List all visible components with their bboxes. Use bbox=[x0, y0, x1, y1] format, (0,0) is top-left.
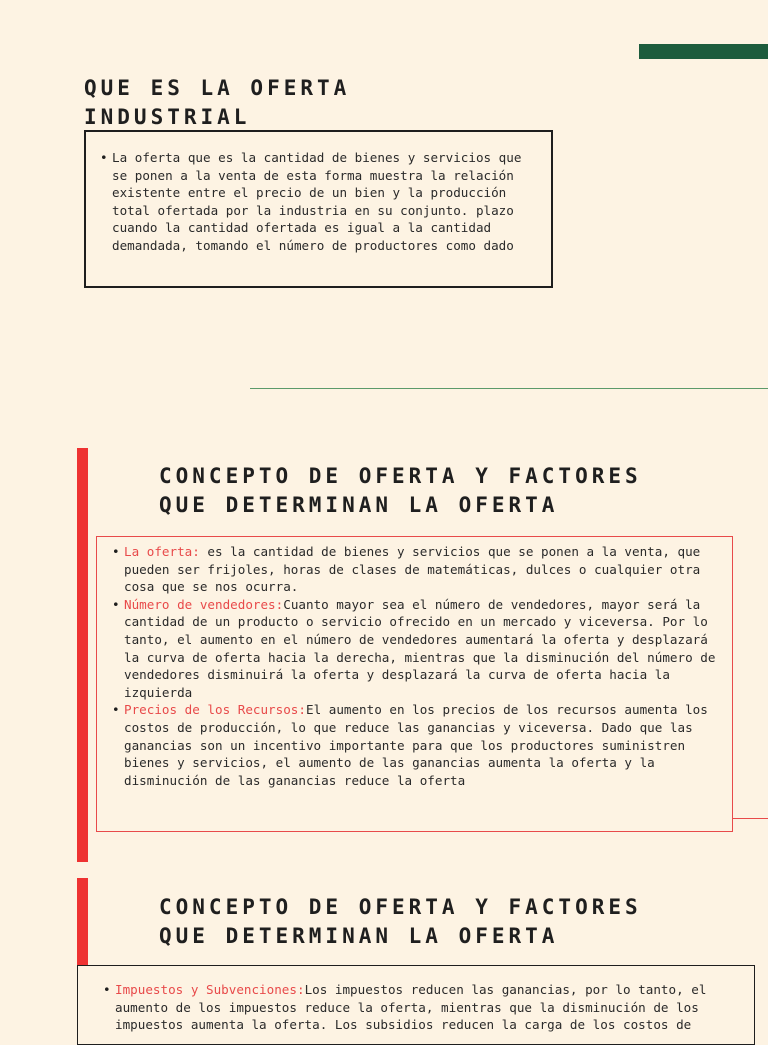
section3-title: CONCEPTO DE OFERTA Y FACTORES QUE DETERMINAN LA OFERTA bbox=[159, 895, 642, 948]
red-side-bar bbox=[77, 448, 88, 862]
bullet-label: Precios de los Recursos: bbox=[124, 702, 306, 718]
section2-box bbox=[96, 536, 733, 832]
list-item bbox=[112, 149, 541, 255]
bullet-text: El aumento en los precios de los recursos aumenta los costos de producción, lo que reduce las ganancias y viceversa. Dado que las ganancias son un incentivo importante para que los productores suministren bienes y servicios, el aumento de las ganancias aumenta la oferta y la disminución de las ganancias reduce la oferta bbox=[124, 702, 708, 788]
section2-list bbox=[112, 543, 724, 789]
section3-list bbox=[103, 981, 744, 1034]
bullet-text: Cuanto mayor sea el número de vendedores, mayor será la cantidad de un producto o servicio ofrecido en un mercado y viceversa. Por lo tanto, el aumento en el número de vendedores aumentará la oferta y desplazará la curva de oferta hacia la derecha, mientras que la disminución del número de vendedores disminuirá la oferta y desplazará la curva de oferta hacia la izquierda bbox=[124, 596, 716, 700]
section1-box bbox=[84, 130, 553, 288]
green-accent-bar bbox=[639, 44, 768, 59]
bullet-text: La oferta que es la cantidad de bienes y servicios que se ponen a la venta de esta forma muestra la relación existente entre el precio de un bien y la producción total ofertada por la industria en su conjunto. plazo cuando la cantidad ofertada es igual a la cantidad demandada, tomando el número de productores como dado bbox=[112, 150, 522, 253]
green-divider-line bbox=[250, 388, 768, 389]
bullet-label: La oferta: bbox=[124, 544, 200, 559]
list-item bbox=[115, 981, 744, 1034]
list-item bbox=[124, 543, 724, 596]
section1-list bbox=[100, 149, 541, 255]
section2-title: CONCEPTO DE OFERTA Y FACTORES QUE DETERMINAN LA OFERTA bbox=[159, 464, 642, 517]
red-side-bar-2 bbox=[77, 878, 88, 968]
list-item bbox=[124, 701, 724, 789]
bullet-text: es la cantidad de bienes y servicios que se ponen a la venta, que pueden ser frijoles, horas de clases de matemáticas, dulces o cualquier otra cosa que se nos ocurra. bbox=[124, 544, 701, 595]
red-connector-line bbox=[733, 818, 768, 819]
bullet-label: Impuestos y Subvenciones: bbox=[115, 982, 305, 997]
list-item bbox=[124, 596, 724, 702]
bullet-label: Número de vendedores: bbox=[124, 596, 284, 612]
bullet-text: Los impuestos reducen las ganancias, por lo tanto, el aumento de los impuestos reduce la oferta, mientras que la disminución de los impuestos aumenta la oferta. Los subsidios reducen la carga de los costos de bbox=[115, 982, 707, 1033]
section1-title: QUE ES LA OFERTA INDUSTRIAL bbox=[84, 76, 351, 129]
section3-box bbox=[77, 965, 755, 1045]
